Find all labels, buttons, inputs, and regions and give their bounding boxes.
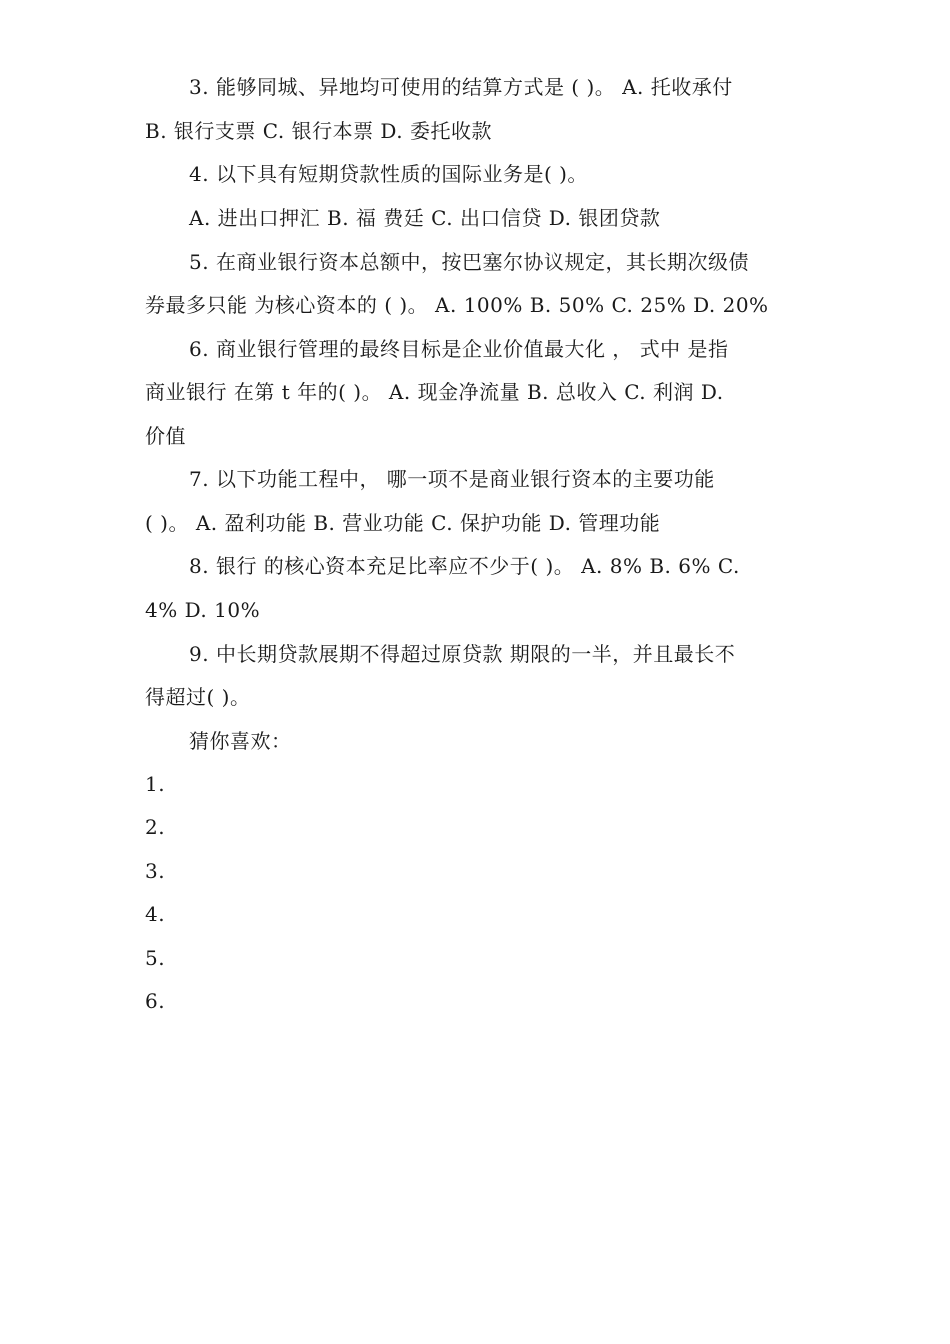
question-6-line-2: 商业银行 在第 t 年的( )。 A. 现金净流量 B. 总收入 C. 利润 D. [145,380,724,404]
question-4-line-1: 4. 以下具有短期贷款性质的国际业务是( )。 [189,162,588,186]
question-4-line-2: A. 进出口押汇 B. 福 费廷 C. 出口信贷 D. 银团贷款 [189,206,661,230]
recommend-heading: 猜你喜欢： [189,729,292,753]
recommend-item-1: 1. [145,772,166,796]
recommend-item-2: 2. [145,815,166,839]
question-6-line-1: 6. 商业银行管理的最终目标是企业价值最大化 ， 式中 是指 [189,337,729,361]
question-5-line-2: 券最多只能 为核心资本的 ( )。 A. 100% B. 50% C. 25% D. 20% [145,293,769,317]
recommend-item-5: 5. [145,946,166,970]
question-6-line-3: 价值 [145,424,186,448]
question-9-line-2: 得超过( )。 [145,685,251,709]
recommend-item-4: 4. [145,902,166,926]
recommend-item-6: 6. [145,989,166,1013]
question-7-line-1: 7. 以下功能工程中， 哪一项不是商业银行资本的主要功能 [189,467,715,491]
question-3-line-2: B. 银行支票 C. 银行本票 D. 委托收款 [145,119,492,143]
question-5-line-1: 5. 在商业银行资本总额中，按巴塞尔协议规定，其长期次级债 [189,250,749,274]
question-7-line-2: ( )。 A. 盈利功能 B. 营业功能 C. 保护功能 D. 管理功能 [145,511,661,535]
question-3-line-1: 3. 能够同城、异地均可使用的结算方式是 ( )。 A. 托收承付 [189,75,733,99]
question-8-line-1: 8. 银行 的核心资本充足比率应不少于( )。 A. 8% B. 6% C. [189,554,740,578]
question-9-line-1: 9. 中长期贷款展期不得超过原贷款 期限的一半，并且最长不 [189,642,736,666]
question-8-line-2: 4% D. 10% [145,598,261,622]
recommend-item-3: 3. [145,859,166,883]
